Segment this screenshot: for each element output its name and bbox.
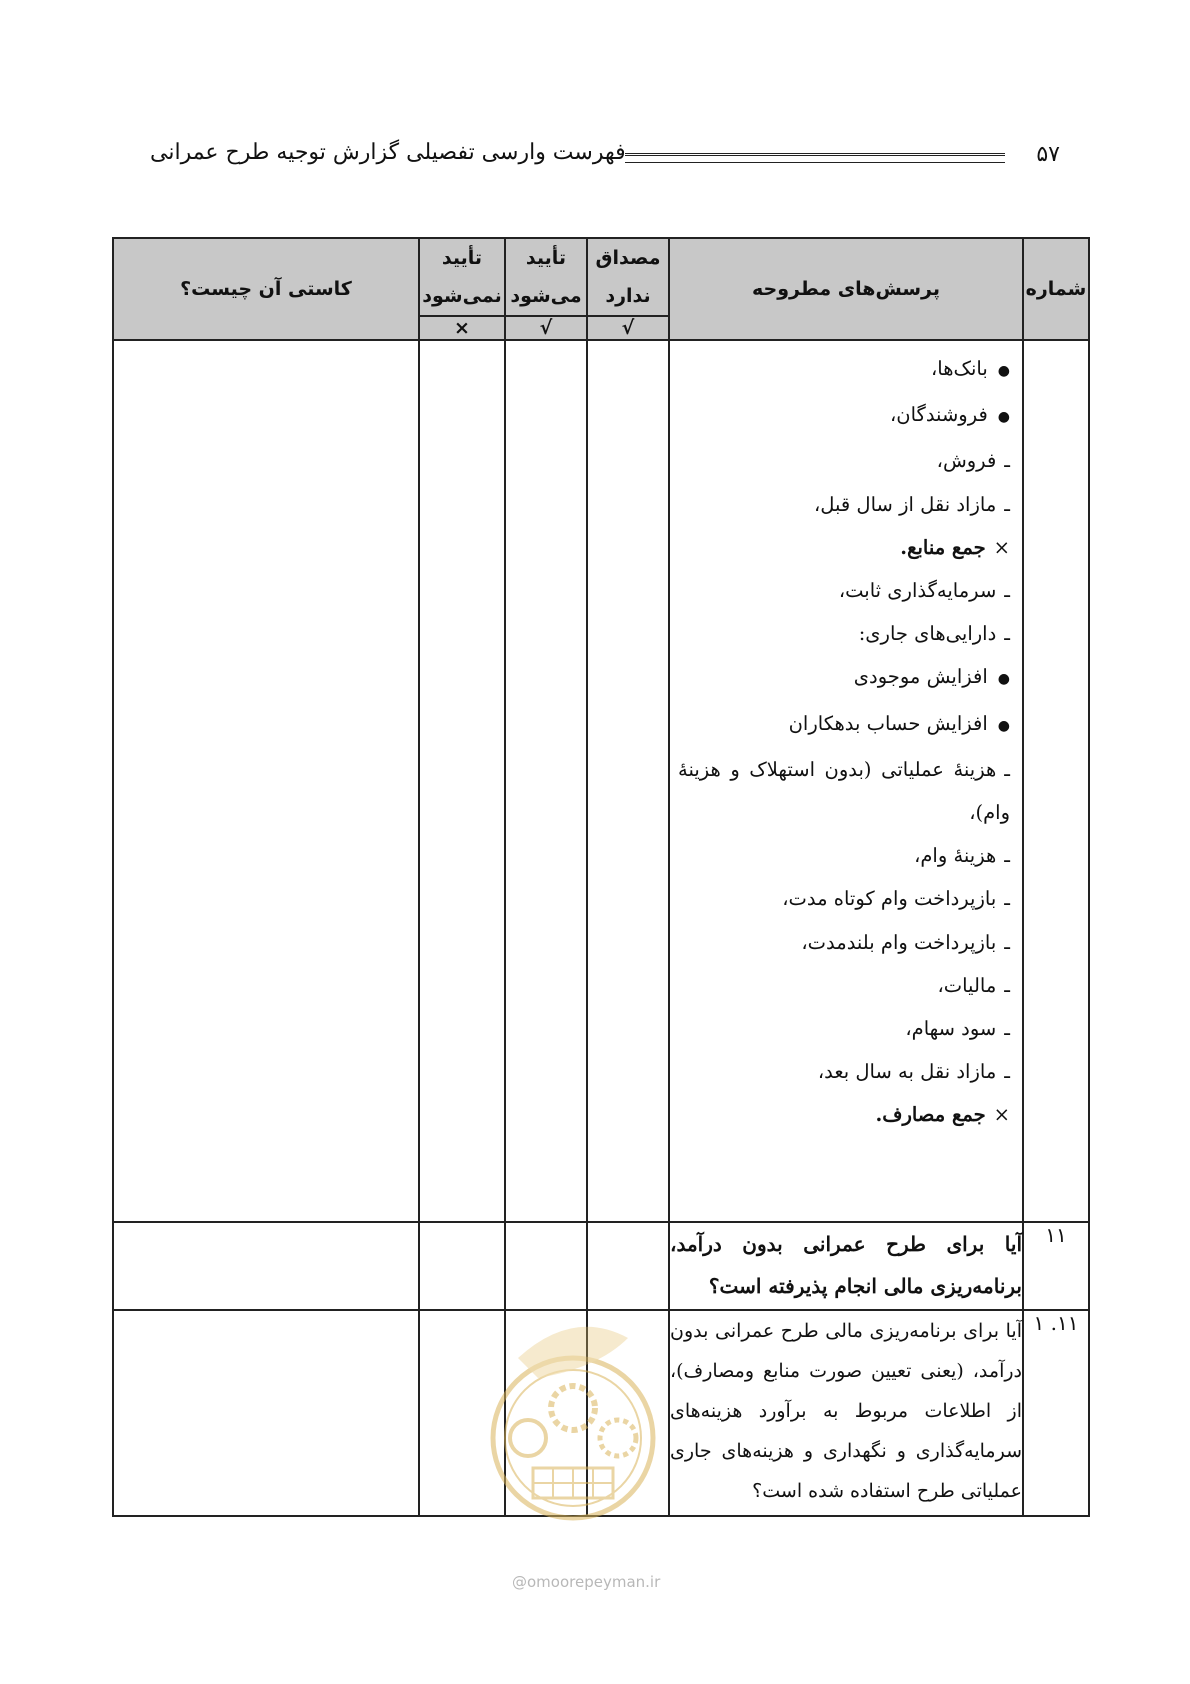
- page-number: ۵۷: [1036, 142, 1060, 167]
- list-item-text: فروشندگان،: [889, 403, 988, 427]
- list-item: [678, 612, 1010, 655]
- list-item-text: بازپرداخت وام بلندمدت،: [801, 930, 997, 954]
- header-not-confirmed-line1: تأیید: [441, 247, 483, 269]
- bullet-icon: ●: [997, 671, 1010, 688]
- list-item-text: هزینهٔ وام،: [914, 844, 997, 868]
- list-item: [678, 347, 1010, 393]
- header-not-confirmed-line2: نمی‌شود: [422, 285, 502, 307]
- list-item: [678, 1007, 1010, 1050]
- dash-icon: ـ: [1004, 492, 1010, 516]
- dash-icon: ـ: [1004, 579, 1010, 603]
- list-item-text: فروش،: [936, 449, 997, 473]
- list-item-text: سود سهام،: [905, 1017, 997, 1041]
- seal-icon: [478, 1298, 668, 1538]
- header-confirmed-line2: می‌شود: [510, 285, 582, 307]
- dash-icon: ـ: [1004, 973, 1010, 997]
- header-not-confirmed: [419, 238, 505, 316]
- header-not-applicable-line1: مصداق: [595, 247, 661, 269]
- list-item: [678, 702, 1010, 748]
- list-item: [678, 877, 1010, 920]
- list-item-text: بازپرداخت وام کوتاه مدت،: [782, 887, 997, 911]
- list-item-text: دارایی‌های جاری:: [858, 622, 997, 646]
- check-confirmed-cell[interactable]: [505, 340, 587, 1222]
- dash-icon: ـ: [1004, 622, 1010, 646]
- cross-icon: ×: [993, 535, 1010, 559]
- watermark-url: omoorepeyman.ir: [527, 1573, 661, 1591]
- continued-items-list: [670, 341, 1022, 1143]
- watermark-text: @omoorepeyman.ir: [512, 1573, 661, 1591]
- list-item-text: افزایش موجودی: [853, 665, 988, 689]
- question-text: آیا برای برنامه‌ریزی مالی طرح عمرانی بدون درآمد، (یعنی تعیین صورت منابع ومصارف)، از اطلاعات مربوط به برآورد هزینه‌های سرمایه‌گذاری و نگهداری و هزینه‌های جاری عملیاتی طرح استفاده شده است؟: [669, 1310, 1023, 1516]
- header-double-rule: [625, 153, 1005, 163]
- bullet-icon: ●: [997, 717, 1010, 734]
- check-not-confirmed-cell[interactable]: [419, 340, 505, 1222]
- header-not-applicable: [587, 238, 669, 316]
- list-item-text: جمع منابع.: [900, 535, 986, 559]
- header-deficiency: کاستی آن چیست؟: [113, 238, 419, 340]
- dash-icon: ـ: [1004, 1017, 1010, 1041]
- dash-icon: ـ: [1004, 887, 1010, 911]
- list-item-text: مالیات،: [937, 973, 997, 997]
- continued-items-cell: [669, 340, 1023, 1222]
- bullet-icon: ●: [997, 409, 1010, 426]
- deficiency-cell[interactable]: [113, 340, 419, 1222]
- deficiency-cell[interactable]: [113, 1222, 419, 1310]
- list-item: [678, 655, 1010, 701]
- header-questions: پرسش‌های مطروحه: [669, 238, 1023, 340]
- table-row: [113, 1222, 1089, 1310]
- list-item-text: سرمایه‌گذاری ثابت،: [838, 579, 997, 603]
- running-title: فهرست وارسی تفصیلی گزارش توجیه طرح عمرانی: [150, 140, 626, 165]
- header-confirmed: [505, 238, 587, 316]
- list-item: [678, 393, 1010, 439]
- cross-icon: ×: [993, 1103, 1010, 1127]
- list-item: [678, 1050, 1010, 1093]
- mark-confirmed: √: [505, 316, 587, 340]
- dash-icon: ـ: [1004, 930, 1010, 954]
- check-not-confirmed-cell[interactable]: [419, 1222, 505, 1310]
- bullet-icon: ●: [997, 363, 1010, 379]
- header-confirmed-line1: تأیید: [525, 247, 567, 269]
- list-item-text: بانک‌ها،: [931, 357, 988, 380]
- list-item-text: افزایش حساب بدهکاران: [788, 711, 988, 735]
- dash-icon: ـ: [1004, 449, 1010, 473]
- check-not-applicable-cell[interactable]: [587, 1222, 669, 1310]
- list-item-text: هزینهٔ عملیاتی (بدون استهلاک و هزینهٔ وام)،: [678, 757, 1010, 825]
- header-not-applicable-line2: ندارد: [605, 285, 651, 307]
- watermark-logo: [478, 1298, 668, 1538]
- deficiency-cell[interactable]: [113, 1310, 419, 1516]
- list-item: [678, 921, 1010, 964]
- list-item: [678, 526, 1010, 569]
- row-number: ۱۱. ۱: [1023, 1310, 1089, 1516]
- list-item: [678, 439, 1010, 482]
- dash-icon: ـ: [1004, 844, 1010, 868]
- list-item-text: جمع مصارف.: [875, 1103, 986, 1127]
- list-item-text: مازاد نقل از سال قبل،: [813, 492, 997, 516]
- list-item: [678, 569, 1010, 612]
- question-text: آیا برای طرح عمرانی بدون درآمد، برنامه‌ریزی مالی انجام پذیرفته است؟: [669, 1222, 1023, 1310]
- mark-not-applicable: √: [587, 316, 669, 340]
- list-item: [678, 834, 1010, 877]
- dash-icon: ـ: [1004, 757, 1010, 781]
- list-item-text: مازاد نقل به سال بعد،: [817, 1060, 997, 1084]
- header-number: شماره: [1023, 238, 1089, 340]
- check-not-applicable-cell[interactable]: [587, 340, 669, 1222]
- list-item: [678, 1093, 1010, 1136]
- check-confirmed-cell[interactable]: [505, 1222, 587, 1310]
- dash-icon: ـ: [1004, 1060, 1010, 1084]
- table-row: [113, 340, 1089, 1222]
- page-header: [150, 138, 1060, 178]
- number-cell: [1023, 340, 1089, 1222]
- row-number: ۱۱: [1023, 1222, 1089, 1310]
- list-item: [678, 483, 1010, 526]
- list-item: [678, 748, 1010, 834]
- mark-not-confirmed: ×: [419, 316, 505, 340]
- list-item: [678, 964, 1010, 1007]
